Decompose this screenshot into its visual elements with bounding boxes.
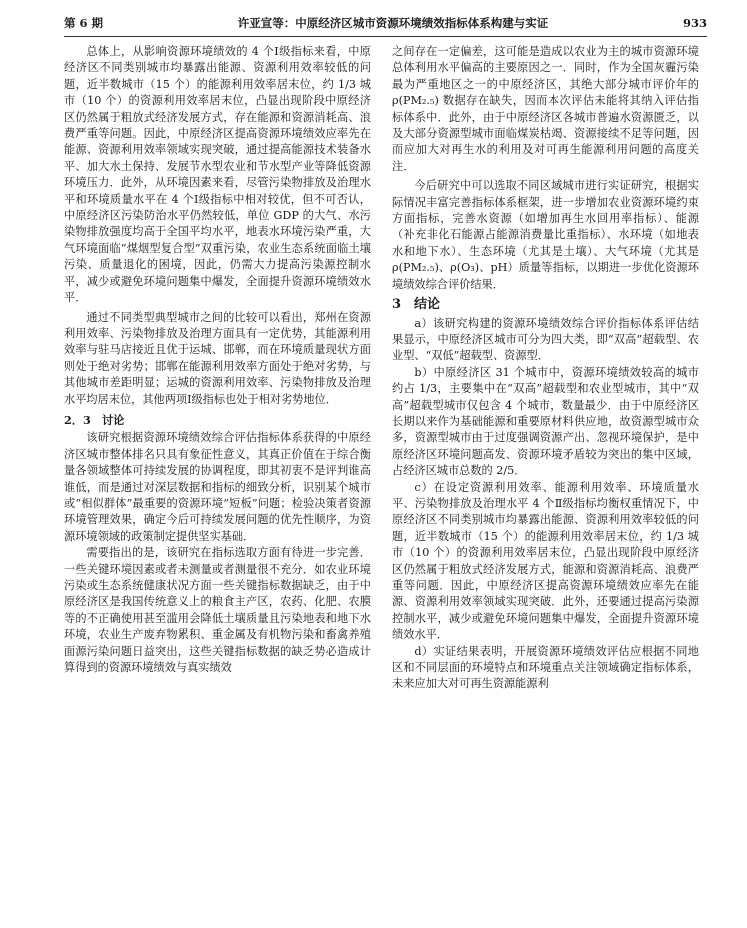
paragraph: 通过不同类型典型城市之间的比较可以看出，郑州在资源利用效率、污染物排放及治理方面具有一定优势，其能源利用效率与驻马店接近且优于运城、邯郸，而在环境质量现状方面则处于绝对劣势；邯郸在能源利用效率方面处于绝对劣势，与其他城市差距明显；运城的资源利用效率、污染物排放及治理水平均居末位，其他两项Ⅰ级指标也处于相对劣势地位． — [64, 310, 371, 406]
conclusion-item: b）中原经济区 31 个城市中，资源环境绩效较高的城市约占 1/3，主要集中在“双高”超载型和农业型城市，其中“双高”超载型城市仅包含 4 个城市，数量最少．由于中原经济区长期以来作为基础能源和重要原材料供应地，故资源型城市众多，资源型城市由于过度强调资源产出、忽视环境保护，是中原经济区环境问题高发、资源环境矛盾较为突出的集中区域，占经济区城市总数的 2/5． — [392, 365, 699, 478]
running-header — [64, 12, 707, 34]
conclusion-item: c）在设定资源利用效率、能源利用效率、环境质量水平、污染物排放及治理水平 4 个Ⅱ级指标均衡权重情况下，中原经济区不同类别城市均暴露出能源、资源利用效率较低的问题，近半数城市（15 个）的能源利用效率居末位，约 1/3 城市（10 个）的资源利用效率居末位，凸显出现阶段中原经济区仍然属于粗放式经济发展方式，能源和资源消耗高、浪费严重等问题．因此，中原经济区提高资源环境绩效应率先在能源、资源利用效率领域实现突破．此外，还要通过提高污染源控制水平，减少或避免环境问题集中爆发，全面提升资源环境绩效水平． — [392, 480, 699, 642]
page-number: 933 — [682, 16, 707, 30]
section-heading: 3 结论 — [392, 297, 441, 313]
paragraph: 今后研究中可以选取不同区域城市进行实证研究，根据实际情况丰富完善指标体系框架，进一步增加农业资源环境约束方面指标，完善水资源（如增加再生水回用率指标）、能源（补充非化石能源占能源消费量比重指标）、水环境（如地表水和地下水）、生态环境（尤其是土壤）、大气环境（尤其是 ρ(PM₂.₅)、ρ(O₃)、pH）质量等指标，以期进一步优化资源环境绩效综合评价结果． — [392, 179, 699, 291]
conclusion-item: d）实证结果表明，开展资源环境绩效评估应根据不同地区和不同层面的环境特点和环境重点关注领域确定指标体系，未来应加大对可再生资源能源利 — [392, 644, 699, 691]
paragraph: 之间存在一定偏差，这可能是造成以农业为主的城市资源环境总体利用水平偏高的主要原因之一．同时，作为全国灰霾污染最为严重地区之一的中原经济区，其绝大部分城市评价年的 ρ(PM₂.₅) 数据存在缺失，因而本次评估未能将其纳入评估指标体系中．此外，由于中原经济区各城市普遍水资源匮乏，以及大部分资源型城市面临煤炭枯竭、资源接续不足等问题，因而应加大对再生水的利用及对可再生能源利用问题的高度关注． — [392, 45, 699, 173]
left-column — [64, 44, 371, 676]
conclusion-item: a）该研究构建的资源环境绩效综合评价指标体系评估结果显示，中原经济区城市可分为四大类，即“双高”超载型、农业型、“双低”超载型、资源型． — [392, 316, 699, 363]
paragraph: 需要指出的是，该研究在指标选取方面有待进一步完善．一些关键环境因素或者未测量或者测量很不充分．如农业环境污染或生态系统健康状况方面一些关键指标数据缺乏，由于中原经济区是我国传统意义上的粮食主产区，农药、化肥、农膜等的不正确使用甚至滥用会降低土壤质量且污染地表和地下水环境，农业生产废弃物累积、重金属及有机物污染和畜禽养殖面源污染问题日益突出，这些关键指标数据的缺乏势必造成计算得到的资源环境绩效与真实绩效 — [64, 546, 371, 675]
right-column — [392, 44, 699, 693]
paragraph: 该研究根据资源环境绩效综合评估指标体系获得的中原经济区城市整体排名只具有象征性意义，其真正价值在于综合衡量各领域整体可持续发展的协调程度，即其初衷不是评判谁高谁低，而是通过对深层数据和指标的细致分析，识别某个城市或“相似群体”最重要的资源环境“短板”问题；检验决策者资源环境管理效果，确定今后可持续发展问题的优先性顺序，为资源环境领域的政策制定提供坚实基础． — [64, 431, 371, 543]
issue-number: 第 6 期 — [64, 16, 104, 30]
subsection-heading: 2．3 讨论 — [64, 412, 125, 427]
paragraph: 总体上，从影响资源环境绩效的 4 个Ⅰ级指标来看，中原经济区不同类别城市均暴露出能源、资源利用效率较低的问题，近半数城市（15 个）的能源利用效率居末位，约 1/3 城市（10 个）的资源利用效率居末位，凸显出现阶段中原经济区仍然属于粗放式经济发展方式，存在能源和资源消耗高、浪费严重等问题。因此，中原经济区提高资源环境绩效应率先在能源、资源利用效率领域实现突破，通过提高能源技术装备水平、加大水土保持、发展节水型农业和节水型产业等降低资源环境压力．此外，从环境因素来看，尽管污染物排放及治理水平和环境质量水平在 4 个Ⅰ级指标中相对较优，但不可否认，中原经济区污染防治水平仍然较低，单位 GDP 的大气、水污染物排放强度均高于全国平均水平，地表水环境污染严重，大气环境面临“煤烟型复合型”双重污染，农业生态系统面临土壤污染、质量退化的困境，因此，仍需大力提高污染源控制水平，减少或避免环境问题集中爆发，全面提升资源环境绩效水平． — [64, 45, 371, 305]
header-rule — [64, 36, 707, 37]
running-title: 许亚宣等：中原经济区城市资源环境绩效指标体系构建与实证 — [237, 16, 549, 30]
